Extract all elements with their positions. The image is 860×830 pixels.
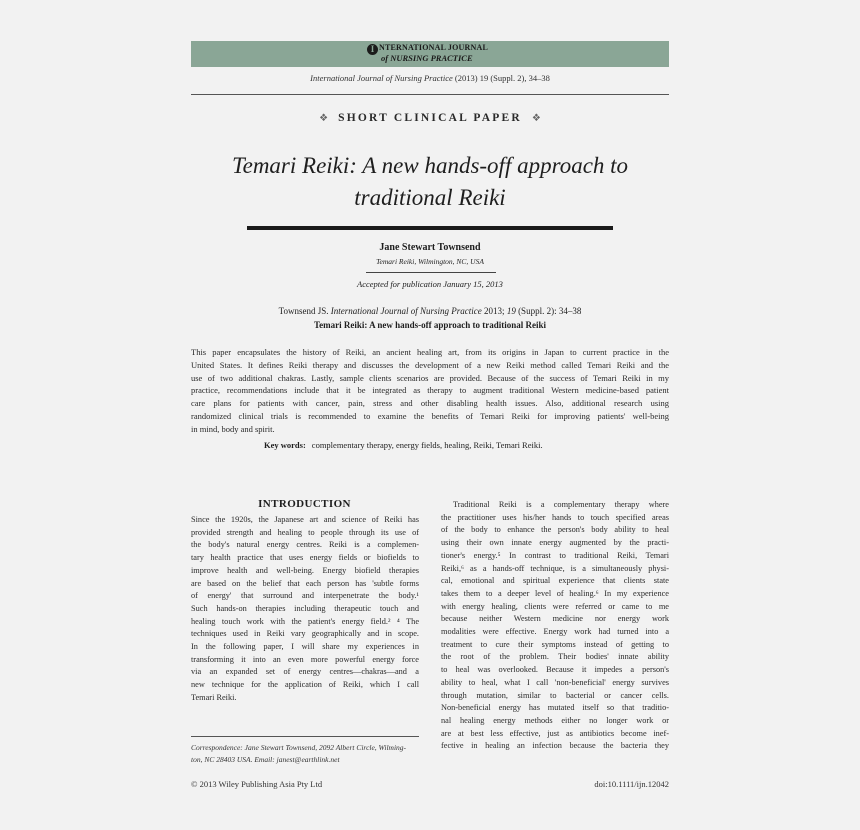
header-rule xyxy=(191,94,669,95)
introduction-heading: INTRODUCTION xyxy=(258,498,351,510)
body-line: cal, emotional and spiritual experience that clients state xyxy=(441,576,669,586)
journal-name-line2: of NURSING PRACTICE xyxy=(381,53,473,63)
doi: doi:10.1111/ijn.12042 xyxy=(594,779,669,789)
section-type: ❖ SHORT CLINICAL PAPER ❖ xyxy=(319,112,541,124)
author-name: Jane Stewart Townsend xyxy=(379,242,481,253)
accepted-date: Accepted for publication January 15, 2013 xyxy=(357,279,503,289)
body-line: transforming it into an even more powerful energy force xyxy=(191,654,419,664)
left-column xyxy=(191,514,419,705)
footnote-rule xyxy=(191,736,419,737)
body-line: via an expanded set of energy centres—chakras—and a xyxy=(191,667,419,677)
citation-line: Townsend JS. International Journal of Nursing Practice 2013; 19 (Suppl. 2): 34–38 xyxy=(278,306,582,316)
body-line: treatment to cure their symptoms instead of getting to xyxy=(441,639,669,649)
body-line: Temari Reiki. xyxy=(191,692,237,702)
correspondence-note: Correspondence: Jane Stewart Townsend, 2092 Albert Circle, Wilming- ton, NC 28403 USA. Email: janest@earthlink.net xyxy=(191,743,407,764)
abstract-line: United States. It defines Reiki therapy and discusses the development of a new Reiki method called Temari Reiki and the xyxy=(191,359,669,370)
body-line: Such hands-on therapies including therapeutic touch and xyxy=(191,603,419,613)
body-line: provided strength and healing to people through its use of xyxy=(191,527,419,537)
body-line: Non-beneficial energy has mutated itself so that traditio- xyxy=(441,703,669,713)
title-rule xyxy=(247,226,613,230)
article-title: Temari Reiki: A new hands-off approach to traditional Reiki xyxy=(231,153,629,210)
right-column xyxy=(441,499,669,753)
body-line: new technique for the application of Reiki, which I call xyxy=(191,680,419,690)
abstract-line: in mind, body and spirit. xyxy=(191,423,275,434)
author-rule xyxy=(366,272,496,273)
body-line: Since the 1920s, the Japanese art and science of Reiki has xyxy=(191,515,419,524)
body-line: to heal was overlooked. Because it impedes a person's xyxy=(441,665,669,675)
body-line: the root of the problem. Their bodies' innate ability xyxy=(441,652,669,662)
journal-logo-icon: I xyxy=(367,44,378,55)
body-line: healing touch work with the patient's energy field.² ⁴ The xyxy=(191,616,419,626)
body-line: are at best less effective, just as antibiotics become inef- xyxy=(441,728,669,738)
body-line: are based on the belief that each person has 'subtle forms xyxy=(191,578,419,588)
ornament-right-icon: ❖ xyxy=(531,113,541,124)
body-line: using their own innate energy augmented by the practi- xyxy=(441,538,669,548)
ornament-left-icon: ❖ xyxy=(319,113,329,124)
body-line: techniques used in Reiki vary geographically and in scope. xyxy=(191,629,419,639)
journal-name-line1: NTERNATIONAL JOURNAL xyxy=(379,43,488,52)
body-line: Reiki,⁶ as a hands-off technique, is a simultaneously physi- xyxy=(441,563,669,573)
body-line: takes them to a deeper level of healing.⁶ In my experience xyxy=(441,588,669,598)
keywords-list: complementary therapy, energy fields, healing, Reiki, Temari Reiki. xyxy=(311,440,543,450)
abstract-line: practice, recommendations include that it be integrated as therapy to augment traditional Western medicine-based patient xyxy=(191,385,669,396)
body-line: of energy' that surround and interpenetrate the body.¹ xyxy=(191,591,419,601)
body-line: of the body to enhance the person's body ability to heal xyxy=(441,525,669,535)
body-line: Traditional Reiki is a complementary therapy where xyxy=(453,500,669,509)
citation-title: Temari Reiki: A new hands-off approach to traditional Reiki xyxy=(313,320,547,330)
journal-citation: International Journal of Nursing Practice (2013) 19 (Suppl. 2), 34–38 xyxy=(310,73,550,83)
body-line: modalities were effective. Energy work had turned into a xyxy=(441,627,669,637)
copyright: © 2013 Wiley Publishing Asia Pty Ltd xyxy=(191,779,323,789)
body-line: because neither Western medicine nor energy work xyxy=(441,614,669,624)
body-line: In the following paper, I will share my experiences in xyxy=(191,642,419,652)
author-affiliation: Temari Reiki, Wilmington, NC, USA xyxy=(376,257,484,266)
body-line: ability to heal, what I call 'non-beneficial' energy survives xyxy=(441,677,669,687)
body-line: nal healing energy methods either no longer work or xyxy=(441,715,669,725)
body-line: the body's natural energy centres. Reiki is a complemen- xyxy=(191,540,419,550)
abstract-line: randomized clinical trials is recommended to examine the benefits of Temari Reiki for improving patients' well-being xyxy=(191,410,669,421)
abstract-line: This paper encapsulates the history of Reiki, an ancient healing art, from its origins in Japan to current practice in the xyxy=(191,347,669,357)
body-line: tioner's energy.⁵ In contrast to traditional Reiki, Temari xyxy=(441,550,669,560)
abstract-line: use of two additional chakras. Lastly, sample clients scenarios are provided. Because of the success of Temari Reiki in my xyxy=(191,372,669,383)
keywords-label: Key words: xyxy=(264,440,306,450)
abstract-line: care plans for patients with cancer, pain, stress and other disabling health issues. Also, additional research using xyxy=(191,398,669,409)
body-line: the practitioner uses his/her hands to touch specified areas xyxy=(441,512,669,522)
abstract xyxy=(191,346,669,436)
body-line: with energy healing, clients were referred or came to me xyxy=(441,601,669,611)
body-line: through mutation, similar to bacterial or cancer cells. xyxy=(441,690,669,700)
body-line: improve health and well-being. Energy biofield therapies xyxy=(191,565,419,575)
body-line: fective in healing an infection because the bacteria they xyxy=(441,741,669,751)
keywords xyxy=(264,440,543,450)
journal-logo xyxy=(367,43,507,65)
body-line: tary health practice that uses energy fields or biofields to xyxy=(191,553,419,563)
